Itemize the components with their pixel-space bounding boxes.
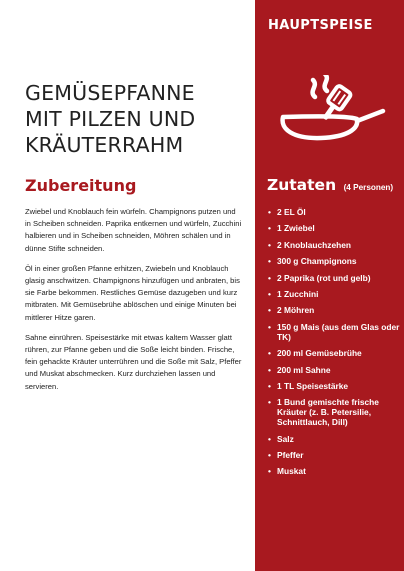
ingredient-item bbox=[268, 240, 402, 250]
ingredients-heading bbox=[267, 176, 393, 195]
bullet: • bbox=[268, 256, 271, 267]
instruction-paragraph: Öl in einer großen Pfanne erhitzen, Zwiebeln und Knoblauch glasig anschwitzen. Champignons hinzufügen und anbraten, bis sie Farbe bekommen. Restliches Gemüse dazugeben und kurz mitbraten. Mit Gemüsebrühe ablöschen und einige Minuten bei mittlerer Hitze garen. bbox=[25, 263, 240, 322]
title-line: MIT PILZEN UND bbox=[25, 107, 196, 131]
ingredient-text: Pfeffer bbox=[277, 450, 304, 461]
category-label: HAUPTSPEISE bbox=[268, 18, 373, 33]
instruction-paragraph: Zwiebel und Knoblauch fein würfeln. Champignons putzen und in Scheiben schneiden. Paprika entkernen und würfeln, Zucchini halbieren und in Scheiben schneiden, Möhren schälen und in dünne Stifte schneiden. bbox=[25, 207, 242, 253]
ingredient-item bbox=[268, 434, 402, 444]
ingredient-item bbox=[268, 207, 402, 217]
title-line: KRÄUTERRAHM bbox=[25, 133, 184, 157]
ingredient-item bbox=[268, 305, 402, 315]
bullet: • bbox=[268, 288, 271, 299]
ingredient-text: 1 TL Speisestärke bbox=[277, 380, 349, 391]
bullet: • bbox=[268, 239, 271, 250]
ingredient-text: 1 Zucchini bbox=[277, 288, 319, 299]
ingredient-item bbox=[268, 365, 402, 375]
zubereitung-text bbox=[25, 206, 243, 401]
ingredient-item bbox=[268, 450, 402, 460]
ingredients-sidebar bbox=[255, 0, 404, 571]
ingredient-text: 2 Paprika (rot und gelb) bbox=[277, 272, 371, 283]
bullet: • bbox=[268, 207, 271, 217]
ingredient-text: 1 Bund gemischte frische Kräuter (z. B. Petersilie, Schnittlauch, Dill) bbox=[277, 397, 379, 428]
ingredient-item bbox=[268, 256, 402, 266]
bullet: • bbox=[268, 433, 271, 444]
ingredient-item bbox=[268, 466, 402, 476]
ingredient-item bbox=[268, 397, 402, 427]
ingredient-text: 2 Knoblauchzehen bbox=[277, 239, 351, 250]
bullet: • bbox=[268, 364, 271, 375]
page-title bbox=[25, 80, 250, 158]
bullet: • bbox=[268, 321, 271, 332]
bullet: • bbox=[268, 397, 271, 408]
ingredient-text: Muskat bbox=[277, 466, 306, 477]
ingredient-item bbox=[268, 322, 402, 342]
ingredient-text: 300 g Champignons bbox=[277, 256, 357, 267]
bullet: • bbox=[268, 380, 271, 391]
zubereitung-heading: Zubereitung bbox=[25, 176, 137, 195]
ingredients-list bbox=[268, 207, 402, 483]
ingredient-item bbox=[268, 381, 402, 391]
bullet: • bbox=[268, 223, 271, 234]
servings-label: (4 Personen) bbox=[343, 183, 394, 192]
ingredient-text: 2 EL Öl bbox=[277, 207, 306, 217]
ingredient-item bbox=[268, 273, 402, 283]
ingredient-text: 1 Zwiebel bbox=[277, 223, 315, 234]
ingredient-text: 2 Möhren bbox=[277, 305, 315, 316]
title-line: GEMÜSEPFANNE bbox=[25, 81, 195, 105]
bullet: • bbox=[268, 272, 271, 283]
frying-pan-with-spatula-icon bbox=[277, 75, 389, 147]
bullet: • bbox=[268, 450, 271, 461]
ingredients-title: Zutaten bbox=[267, 176, 337, 194]
bullet: • bbox=[268, 348, 271, 359]
ingredient-text: Salz bbox=[277, 433, 294, 444]
ingredient-text: 200 ml Gemüsebrühe bbox=[277, 348, 362, 359]
ingredient-text: 150 g Mais (aus dem Glas oder TK) bbox=[277, 321, 400, 342]
ingredient-text: 200 ml Sahne bbox=[277, 364, 331, 375]
bullet: • bbox=[268, 305, 271, 316]
ingredient-item bbox=[268, 348, 402, 358]
ingredient-item bbox=[268, 223, 402, 233]
ingredient-item bbox=[268, 289, 402, 299]
instruction-paragraph: Sahne einrühren. Speisestärke mit etwas kaltem Wasser glatt rühren, zur Pfanne geben und die Soße leicht binden. Frische, fein gehackte Kräuter unterrühren und die Soße mit Salz, Pfeffer und Muskat abschmecken. Kurz durchziehen lassen und servieren. bbox=[25, 332, 242, 391]
bullet: • bbox=[268, 466, 271, 477]
